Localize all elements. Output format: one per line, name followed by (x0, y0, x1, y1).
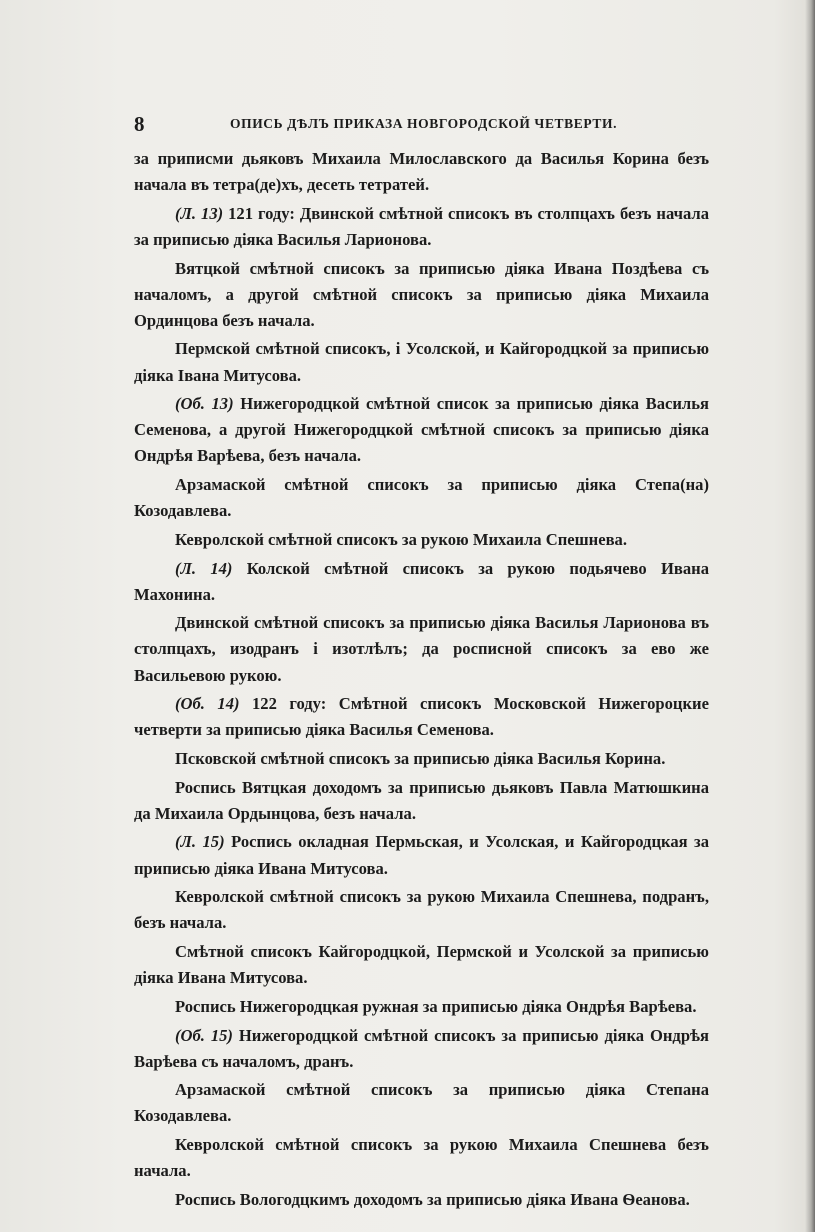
folio-reference: (Об. 14) (175, 694, 240, 714)
paragraph-text: Арзамаской смѣтной списокъ за приписью дiяка Степана Козодавлева. (134, 1080, 709, 1126)
paragraph-text: Роспись Вологодцкимъ доходомъ за приписью дiяка Ивана Ѳеанова. (175, 1189, 690, 1209)
paragraph (134, 691, 709, 743)
folio-reference: (Л. 15) (175, 832, 225, 852)
paragraph (134, 884, 709, 936)
paragraph-text: Вятцкой смѣтной списокъ за приписью дiяка Ивана Поздѣева съ началомъ, а другой смѣтной списокъ за приписью дiяка Михаила Ординцова безъ начала. (134, 258, 709, 330)
paragraph (134, 1132, 709, 1184)
paragraph-text: Роспись окладная Пермьская, и Усолская, и Кайгородцкая за приписью дiяка Ивана Митусова. (134, 832, 710, 878)
paragraph-text: за приписми дьяковъ Михаила Милославского да Василья Корина безъ начала въ тетра(де)хъ, десеть тетратей. (134, 149, 709, 195)
page-number: 8 (134, 112, 145, 136)
folio-reference: (Об. 13) (175, 394, 234, 414)
paragraph-text: Роспись Нижегородцкая ружная за приписью дiяка Ондрѣя Варѣева. (175, 996, 697, 1016)
paragraph (134, 201, 709, 253)
paragraph-text: Двинской смѣтной списокъ за приписью дiяка Василья Ларионова въ столпцахъ, изодранъ і изотлѣлъ; да росписной списокъ за ево же Васильевою рукою. (134, 613, 709, 685)
folio-reference: (Об. 15) (175, 1025, 233, 1045)
paragraph-text: Арзамаской смѣтной списокъ за приписью дiяка Степа(на) Козодавлева. (134, 475, 709, 521)
paragraph-text: Кевролской смѣтной списокъ за рукою Михаила Спешнева. (175, 529, 627, 549)
paragraph (134, 994, 709, 1020)
folio-reference: (Л. 14) (175, 558, 233, 578)
paragraph (134, 146, 709, 198)
page-edge-shadow (805, 0, 815, 1232)
paragraph (134, 256, 709, 334)
paragraph-text: Нижегородцкой смѣтной список за приписью дiяка Василья Семенова, а другой Нижегородцкой смѣтной списокъ за приписью дiяка Ондрѣя Варѣева, безъ начала. (134, 394, 709, 466)
running-title: ОПИСЬ ДѢЛЪ ПРИКАЗА НОВГОРОДСКОЙ ЧЕТВЕРТИ. (230, 116, 618, 131)
running-head (134, 112, 709, 136)
paragraph (134, 1023, 709, 1075)
paragraph (134, 829, 709, 881)
paragraph-text: Смѣтной списокъ Кайгородцкой, Пермской и Усолской за приписью дiяка Ивана Митусова. (134, 942, 709, 988)
paragraph (134, 391, 709, 469)
paragraph (134, 775, 709, 827)
paragraph-text: Роспись Вятцкая доходомъ за приписью дьяковъ Павла Матюшкина да Михаила Ордынцова, безъ начала. (134, 777, 709, 823)
paragraph (134, 527, 709, 553)
paragraph (134, 610, 709, 688)
paragraph-text: Псковской смѣтной списокъ за приписью дiяка Василья Корина. (175, 749, 666, 768)
paragraph (134, 939, 709, 991)
paragraph (134, 556, 709, 608)
paragraph-text: Колской смѣтной списокъ за рукою подьячево Ивана Махонина. (134, 558, 709, 604)
paragraph (134, 1077, 709, 1129)
text-body (134, 146, 709, 1216)
paragraph (134, 472, 709, 524)
paragraph-text: Нижегородцкой смѣтной списокъ за приписью дiяка Ондрѣя Варѣева съ началомъ, дранъ. (134, 1025, 709, 1071)
paragraph (134, 1187, 709, 1213)
paragraph-text: 121 году: Двинской смѣтной списокъ въ столпцахъ безъ начала за приписью дiяка Василья Ларионова. (134, 203, 710, 249)
folio-reference: (Л. 13) (175, 203, 224, 223)
paragraph (134, 336, 709, 388)
paragraph-text: Пермской смѣтной списокъ, і Усолской, и Кайгородцкой за приписью дiяка Івана Митусова. (134, 339, 709, 385)
paragraph-text: Кевролской смѣтной списокъ за рукою Михаила Спешнева, подранъ, безъ начала. (134, 887, 709, 933)
paragraph-text: Кевролской смѣтной списокъ за рукою Михаила Спешнева безъ начала. (134, 1135, 709, 1181)
paragraph (134, 746, 709, 772)
paragraph-text: 122 году: Смѣтной списокъ Московской Нижегороцкие четверти за приписью дiяка Василья Семенова. (134, 694, 709, 740)
